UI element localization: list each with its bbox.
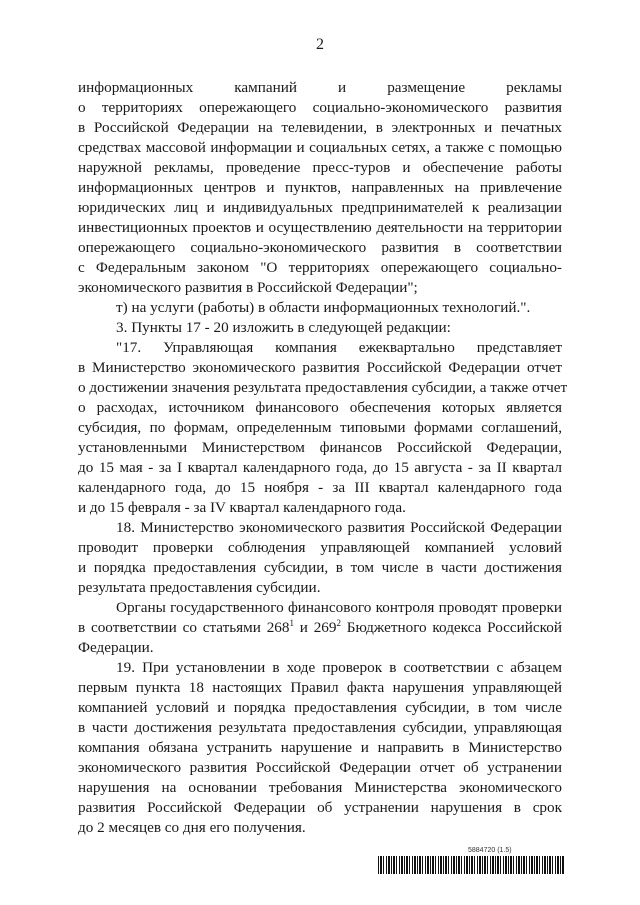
text-line: установленными Министерством финансов Российской Федерации, (78, 439, 562, 456)
text-line: экономического развития Российской Федерации отчет об устранении (78, 759, 562, 776)
text-line: т) на услуги (работы) в области информационных технологий.". (116, 299, 531, 316)
text-fragment: в соответствии со статьями 268 (78, 619, 290, 636)
text-line: наружной рекламы, проведение пресс-туров и обеспечение работы (78, 159, 562, 176)
text-line: первым пункта 18 настоящих Правил факта нарушения управляющей (78, 679, 562, 696)
text-line: нарушения на основании требования Министерства экономического (78, 779, 562, 796)
text-line: опережающего социально-экономического развития в соответствии (78, 239, 562, 256)
text-line: о расходах, источником финансового обеспечения которых является (78, 399, 562, 416)
text-line: с Федеральным законом "О территориях опережающего социально- (78, 259, 562, 276)
text-line: средствах массовой информации и социальных сетях, а также с помощью (78, 139, 562, 156)
text-line: о достижении значения результата предоставления субсидии, а также отчет (78, 379, 568, 396)
text-line: до 15 мая - за I квартал календарного года, до 15 августа - за II квартал (78, 459, 562, 476)
text-line: в Российской Федерации на телевидении, в электронных и печатных (78, 119, 562, 136)
document-code: 5884720 (1.5) (468, 847, 512, 854)
text-line: в части достижения результата предоставления субсидии, управляющая (78, 719, 562, 736)
superscript: 2 (336, 618, 341, 628)
text-line: информационных центров и пунктов, направленных на привлечение (78, 179, 562, 196)
text-line: юридических лиц и индивидуальных предпринимателей к реализации (78, 199, 562, 216)
barcode-icon (378, 856, 564, 874)
text-line: 18. Министерство экономического развития Российской Федерации (116, 519, 562, 536)
text-fragment: Бюджетного кодекса Российской (340, 619, 562, 636)
text-fragment: и 269 (293, 619, 337, 636)
text-line: информационных кампаний и размещение рекламы (78, 79, 562, 96)
text-line: в Министерство экономического развития Российской Федерации отчет (78, 359, 562, 376)
page-number: 2 (316, 36, 324, 53)
text-line: инвестиционных проектов и осуществлению деятельности на территории (78, 219, 562, 236)
text-line: проводит проверки соблюдения управляющей компанией условий (78, 539, 562, 556)
text-line: и до 15 февраля - за IV квартал календарного года. (78, 499, 406, 516)
superscript: 1 (289, 618, 294, 628)
text-line: Органы государственного финансового контроля проводят проверки (116, 599, 562, 616)
text-line: Федерации. (78, 639, 154, 656)
text-line: развития Российской Федерации об устранении нарушения в срок (78, 799, 562, 816)
text-line: экономического развития в Российской Федерации"; (78, 279, 418, 296)
text-line: 3. Пункты 17 - 20 изложить в следующей редакции: (116, 319, 451, 336)
text-line: до 2 месяцев со дня его получения. (78, 819, 306, 836)
text-line: "17. Управляющая компания ежеквартально представляет (116, 339, 562, 356)
text-line: компанией условий и порядка предоставления субсидии, в том числе (78, 699, 562, 716)
text-line: субсидия, по формам, определенным типовыми формами соглашений, (78, 419, 562, 436)
text-line-with-superscripts (78, 618, 562, 638)
text-line: 19. При установлении в ходе проверок в соответствии с абзацем (116, 659, 562, 676)
text-line: и порядка предоставления субсидии, в том числе в части достижения (78, 559, 562, 576)
text-line: о территориях опережающего социально-экономического развития (78, 99, 562, 116)
text-line: компания обязана устранить нарушение и направить в Министерство (78, 739, 562, 756)
text-line: календарного года, до 15 ноября - за III квартал календарного года (78, 479, 562, 496)
text-line: результата предоставления субсидии. (78, 579, 321, 596)
